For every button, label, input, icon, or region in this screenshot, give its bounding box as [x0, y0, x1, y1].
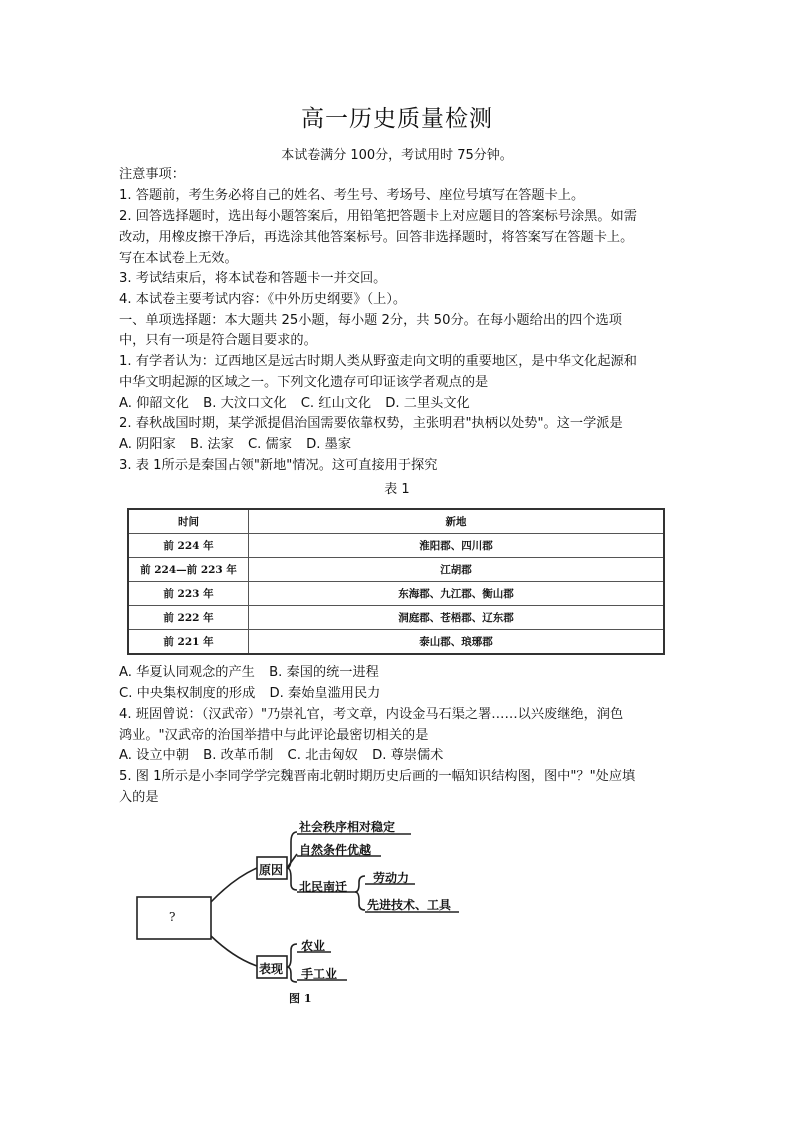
table-row — [128, 534, 664, 558]
notice-item-3: 3. 考试结束后，将本试卷和答题卡一并交回。 — [119, 271, 387, 286]
q5-stem: 5. 图 1所示是小李同学学完魏晋南北朝时期历史后画的一幅知识结构图，图中"？"处应填 — [119, 769, 636, 784]
table-row — [128, 630, 664, 655]
q1-stem: 1. 有学者认为：辽西地区是远古时期人类从野蛮走向文明的重要地区，是中华文化起源和 — [119, 354, 637, 369]
q4-stem-cont: 鸿业。"汉武帝的治国举措中与此评论最密切相关的是 — [119, 728, 429, 743]
q2-option-c[interactable]: C. 儒家 — [247, 437, 292, 452]
migration-technology: 先进技术、工具 — [367, 898, 452, 912]
notice-item-2: 2. 回答选择题时，选出每小题答案后，用铅笔把答题卡上对应题目的答案标号涂黑。如需 — [119, 209, 637, 224]
table-row — [128, 606, 664, 630]
table-cell-time: 前 223 年 — [128, 582, 249, 606]
manifest-handicraft: 手工业 — [301, 967, 338, 981]
q1-stem-cont: 中华文明起源的区域之一。下列文化遗存可印证该学者观点的是 — [119, 375, 489, 390]
bracket-r3 — [287, 868, 297, 890]
table-header-row — [128, 509, 664, 534]
notice-item-1: 1. 答题前，考生务必将自己的姓名、考生号、考场号、座位号填写在答题卡上。 — [119, 188, 585, 203]
q4-option-a[interactable]: A. 设立中朝 — [119, 748, 189, 763]
label-manifest: 表现 — [259, 962, 284, 976]
q1-option-c[interactable]: C. 红山文化 — [300, 396, 372, 411]
section-heading: 一、单项选择题：本大题共 25小题，每小题 2分，共 50分。在每小题给出的四个选项 — [119, 313, 622, 328]
q4-options — [119, 746, 679, 767]
q2-options — [119, 435, 679, 456]
table-cell-time: 前 224 年 — [128, 534, 249, 558]
page-title: 高一历史质量检测 — [301, 106, 493, 132]
table-header-time: 时间 — [128, 509, 249, 534]
q3-stem: 3. 表 1所示是秦国占领"新地"情况。这可直接用于探究 — [119, 458, 438, 473]
connector-reason — [211, 868, 257, 902]
notice-item-2-end: 写在本试卷上无效。 — [119, 251, 238, 266]
reason-natural-conditions: 自然条件优越 — [299, 843, 372, 857]
q2-option-a[interactable]: A. 阴阳家 — [119, 437, 176, 452]
label-reason: 原因 — [259, 863, 284, 877]
q3-option-b[interactable]: B. 秦国的统一进程 — [269, 665, 379, 680]
table-cell-land: 泰山郡、琅琊郡 — [249, 630, 665, 655]
manifest-agriculture: 农业 — [301, 939, 326, 953]
reason-migration: 北民南迁 — [299, 880, 348, 894]
notice-item-4: 4. 本试卷主要考试内容：《中外历史纲要》（上）。 — [119, 292, 407, 307]
q2-option-b[interactable]: B. 法家 — [189, 437, 234, 452]
q3-option-a[interactable]: A. 华夏认同观念的产生 — [119, 665, 255, 680]
territory-table — [127, 508, 665, 655]
table-caption: 表 1 — [384, 482, 410, 497]
table-cell-land: 洞庭郡、苍梧郡、辽东郡 — [249, 606, 665, 630]
q3-option-d[interactable]: D. 秦始皇滥用民力 — [269, 686, 381, 701]
center-question-mark: ? — [169, 910, 176, 924]
q1-option-d[interactable]: D. 二里头文化 — [385, 396, 470, 411]
exam-subtitle: 本试卷满分 100分，考试用时 75分钟。 — [281, 148, 513, 163]
table-header-newland: 新地 — [249, 509, 665, 534]
table-cell-land: 东海郡、九江郡、衡山郡 — [249, 582, 665, 606]
section-heading-cont: 中，只有一项是符合题目要求的。 — [119, 333, 317, 348]
q1-option-b[interactable]: B. 大汶口文化 — [203, 396, 287, 411]
q4-option-c[interactable]: C. 北击匈奴 — [287, 748, 358, 763]
q5-stem-cont: 入的是 — [119, 790, 159, 805]
migration-labor: 劳动力 — [373, 871, 410, 885]
bracket-r1 — [287, 832, 297, 868]
q2-stem: 2. 春秋战国时期，某学派提倡治国需要依靠权势，主张明君"执柄以处势"。这一学派是 — [119, 416, 623, 431]
bracket-r2 — [287, 854, 297, 868]
q3-options-row1 — [119, 663, 679, 684]
q1-option-a[interactable]: A. 仰韶文化 — [119, 396, 189, 411]
q4-option-b[interactable]: B. 改革币制 — [203, 748, 274, 763]
q1-options — [119, 394, 679, 415]
bracket-m1 — [355, 876, 365, 892]
bracket-p1 — [287, 944, 297, 967]
q4-option-d[interactable]: D. 尊崇儒术 — [372, 748, 444, 763]
table-cell-time: 前 221 年 — [128, 630, 249, 655]
q3-options-row2 — [119, 684, 679, 705]
table-cell-land: 淮阳郡、四川郡 — [249, 534, 665, 558]
table-cell-time: 前 222 年 — [128, 606, 249, 630]
table-cell-land: 江胡郡 — [249, 558, 665, 582]
connector-manifest — [211, 936, 257, 966]
q2-option-d[interactable]: D. 墨家 — [306, 437, 352, 452]
bracket-p2 — [287, 967, 297, 982]
q4-stem: 4. 班固曾说：（汉武帝）"乃崇礼官，考文章，内设金马石渠之署……以兴废继绝，润色 — [119, 707, 624, 722]
notice-heading: 注意事项： — [119, 167, 185, 182]
table-row — [128, 582, 664, 606]
table-cell-time: 前 224—前 223 年 — [128, 558, 249, 582]
notice-item-2-cont: 改动，用橡皮擦干净后，再选涂其他答案标号。回答非选择题时，将答案写在答题卡上。 — [119, 230, 634, 245]
figure-caption: 图 1 — [289, 992, 312, 1005]
table-row — [128, 558, 664, 582]
knowledge-structure-diagram — [119, 808, 479, 1008]
bracket-m2 — [355, 892, 365, 910]
reason-social-order: 社会秩序相对稳定 — [299, 820, 396, 834]
q3-option-c[interactable]: C. 中央集权制度的形成 — [119, 686, 256, 701]
